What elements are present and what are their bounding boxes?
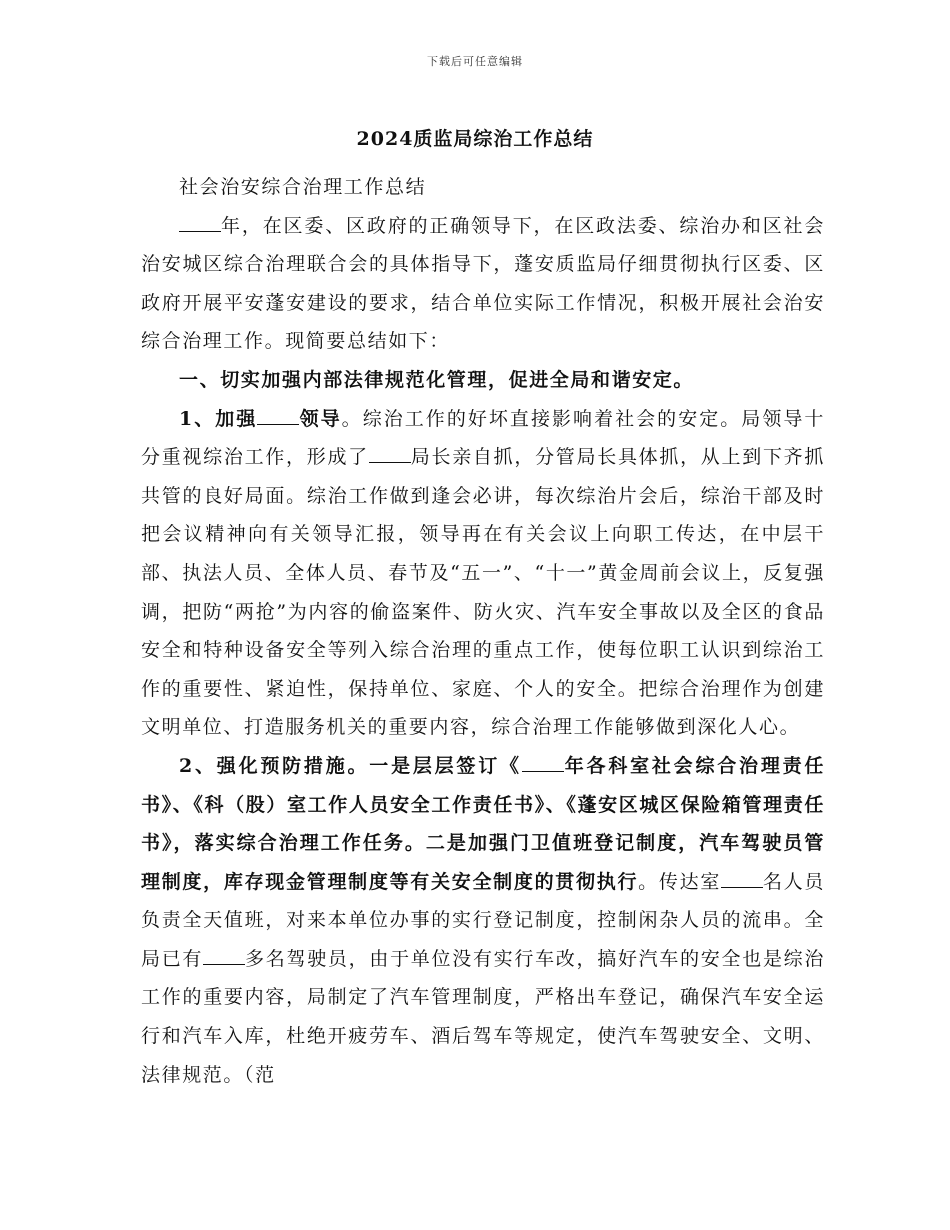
section-heading-1: 一、切实加强内部法律规范化管理，促进全局和谐安定。	[179, 368, 695, 391]
document-subtitle: 社会治安综合治理工作总结	[179, 176, 427, 198]
para1-lead-b: 领导	[299, 407, 342, 430]
document-title: 2024质监局综治工作总结	[356, 128, 594, 150]
para2-text-a: 。传达室	[638, 870, 722, 893]
para2-text-b: 名人员负责全天值班，对来本单位办事的实行登记制度，控制闲杂人员的流串。全局已有	[141, 870, 825, 970]
intro-text: 年，在区委、区政府的正确领导下，在区政法委、综治办和区社会治安城区综合治理联合会的具体指导下，蓬安质监局仔细贯彻执行区委、区政府开展平安蓬安建设的要求，结合单位实际工作情况，积极开展社会治安综合治理工作。现简要总结如下：	[141, 214, 825, 353]
para1-lead-a: 1、加强	[179, 407, 258, 430]
blank-underline	[203, 947, 245, 965]
para2-bold-b: 年各科室社会综合治理责任书》、《科（股）室工作人员安全工作责任书》、《蓬安区城区保险箱管理责任书》，落实综合治理工作任务。二是加强门卫值班登记制度，汽车驾驶员管理制度，库存现金管理制度等有关安全制度的贯彻执行	[141, 754, 825, 893]
header-note: 下载后可任意编辑	[427, 55, 523, 68]
document-body	[141, 168, 825, 1094]
blank-underline	[721, 870, 763, 888]
intro-paragraph	[141, 207, 825, 361]
blank-underline	[522, 754, 564, 772]
blank-underline	[257, 406, 299, 424]
para2-bold-a: 2、强化预防措施。一是层层签订《	[179, 754, 522, 777]
paragraph-2	[141, 747, 825, 1094]
paragraph-1	[141, 400, 825, 747]
para1-text-a: 。综治工作的好坏直接影响着社会的安定。局领导十分重视综治工作，形成了	[141, 407, 825, 469]
blank-underline	[179, 214, 221, 232]
para1-text-b: 局长亲自抓，分管局长具体抓，从上到下齐抓共管的良好局面。综治工作做到逢会必讲，每次综治片会后，综治干部及时把会议精神向有关领导汇报，领导再在有关会议上向职工传达，在中层干部、执法人员、全体人员、春节及“五一”、“十一”黄金周前会议上，反复强调，把防“两抢”为内容的偷盗案件、防火灾、汽车安全事故以及全区的食品安全和特种设备安全等列入综合治理的重点工作，使每位职工认识到综治工作的重要性、紧迫性，保持单位、家庭、个人的安全。把综合治理作为创建文明单位、打造服务机关的重要内容，综合治理工作能够做到深化人心。	[141, 446, 825, 739]
blank-underline	[369, 445, 411, 463]
para2-text-c: 多名驾驶员，由于单位没有实行车改，搞好汽车的安全也是综治工作的重要内容，局制定了汽车管理制度，严格出车登记，确保汽车安全运行和汽车入库，杜绝开疲劳车、酒后驾车等规定，使汽车驾驶安全、文明、法律规范。（范	[141, 947, 825, 1086]
